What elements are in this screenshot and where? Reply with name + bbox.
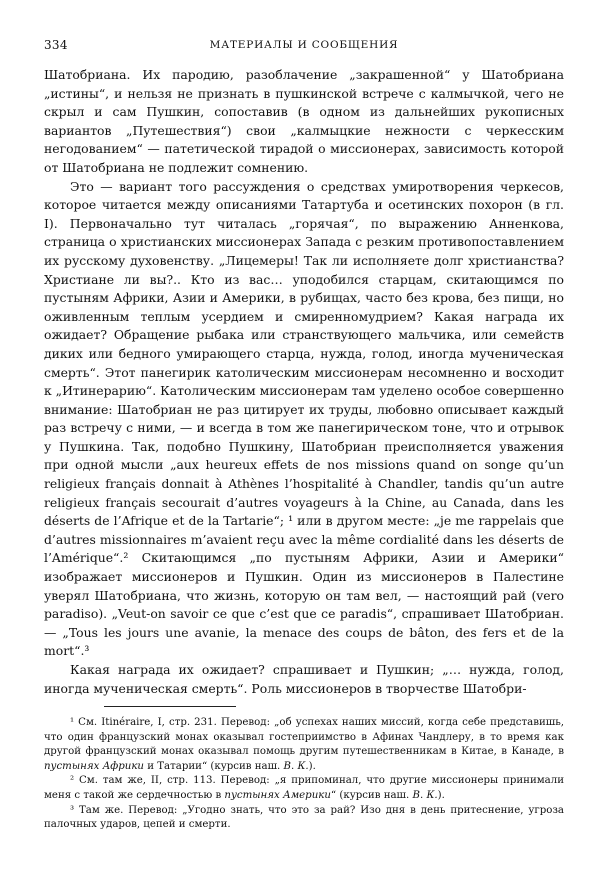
- paragraph-2: Это — вариант того рассуждения о средствах умиротворения черкесов, которое читается между описаниями Татартуба и осетинских похорон (в гл. I). Первоначально тут читалась „горячая“, по выражению Анненкова, страница о христианских миссионерах Запада с резким противопоставлением их русскому духовенству. „Лицемеры! Так ли исполняете долг христианства? Христиане ли вы?.. Кто из вас… уподобился старцам, скитающимся по пустыням Африки, Азии и Америки, в рубищах, часто без крова, без пищи, но оживленным теплым усердием и смиренномудрием? Какая награда их ожидает? Обращение рыбака или странствующего мальчика, или семейств диких или бедного умирающего старца, нужда, голод, иногда мученическая смерть“. Этот панегирик католическим миссионерам несомненно и восходит к „Итинерарию“. Католическим миссионерам там уделено особое совершенно внимание: Шатобриан не раз цитирует их труды, любовно описывает каждый раз встречу с ними, — и всегда в том же панегирическом тоне, что и отрывок у Пушкина. Так, подобно Пушкину, Шатобриан преисполняется уважения при одной мысли „aux heureux effets de nos missions quand on songe qu’un religieux français donnait à Athènes l’hospitalité à Chandler, tandis qu’un autre religieux français secourait d’autres voyageurs à la Chine, au Canada, dans les déserts de l’Afrique et de la Tartarie“; ¹ или в другом месте: „je me rappelais que d’autres missionnaires m’avaient reçu avec la même cordialité dans les déserts de l’Amérique“.² Скитающимся „по пустыням Африки, Азии и Америки“ изображает миссионеров и Пушкин. Один из миссионеров в Палестине уверял Шатобриана, что жизнь, которую он там вел, — настоящий рай (vero paradiso). „Veut-on savoir ce que c’est que ce paradis“, спрашивает Шатобриан. — „Tous les jours une avanie, la menace des coups de bâton, des fers et de la mort“.³: [44, 178, 565, 659]
- footnote-divider: [104, 706, 236, 707]
- paragraph-1: Шатобриана. Их пародию, разоблачение „закрашенной“ у Шатобриана „истины“, и нельзя не признать в пушкинской встрече с калмычкой, чего не скрыл и сам Пушкин, сопоставив (в одном из дальнейших рукописных вариантов „Путешествия“) свои „калмыцкие нежности с черкесским негодованием“ — патетической тирадой о миссионерах, зависимость которой от Шатобриана не подлежит сомнению.: [44, 67, 564, 175]
- footnote-3: ³ Там же. Перевод: „Угодно знать, что это за рай? Изо дня в день притеснение, угроза палочных ударов, цепей и смерти.: [44, 804, 564, 831]
- page-number: 334: [44, 38, 68, 52]
- footnotes: [44, 716, 564, 833]
- footnote-2-initials: В. К.: [412, 789, 438, 801]
- footnote-2: [44, 774, 564, 803]
- main-text: [44, 66, 564, 698]
- footnote-2-text: ² См. там же, II, стр. 113. Перевод: „я припоминал, что другие миссионеры принимали меня с такой же сердечностью в: [44, 775, 564, 801]
- page-header: [44, 38, 564, 54]
- footnote-1-text: ¹ См. Itinéraire, I, стр. 231. Перевод: „об успехах наших миссий, когда себе представишь, что один французский монах оказывал гостеприимство в Афинах Чандлеру, в то время как другой французский монах оказывал помощь другим путешественникам в Китае, в Канаде, в: [44, 717, 564, 758]
- footnote-1-italic: пустынях Африки: [44, 760, 144, 772]
- footnote-1-initials: В. К.: [283, 760, 309, 772]
- footnote-1-text-2: и Татарии“ (курсив наш.: [144, 760, 284, 772]
- running-title: МАТЕРИАЛЫ И СООБЩЕНИЯ: [209, 39, 399, 51]
- footnote-1-end: ).: [308, 760, 316, 772]
- footnote-2-text-2: “ (курсив наш.: [330, 789, 413, 801]
- footnote-2-end: ).: [437, 789, 445, 801]
- footnote-1: [44, 716, 564, 774]
- paragraph-3: Какая награда их ожидает? спрашивает и Пушкин; „… нужда, голод, иногда мученическая смерть“. Роль миссионеров в творчестве Шатобри-: [44, 662, 564, 696]
- footnote-2-italic: пустынях Америки: [224, 789, 331, 801]
